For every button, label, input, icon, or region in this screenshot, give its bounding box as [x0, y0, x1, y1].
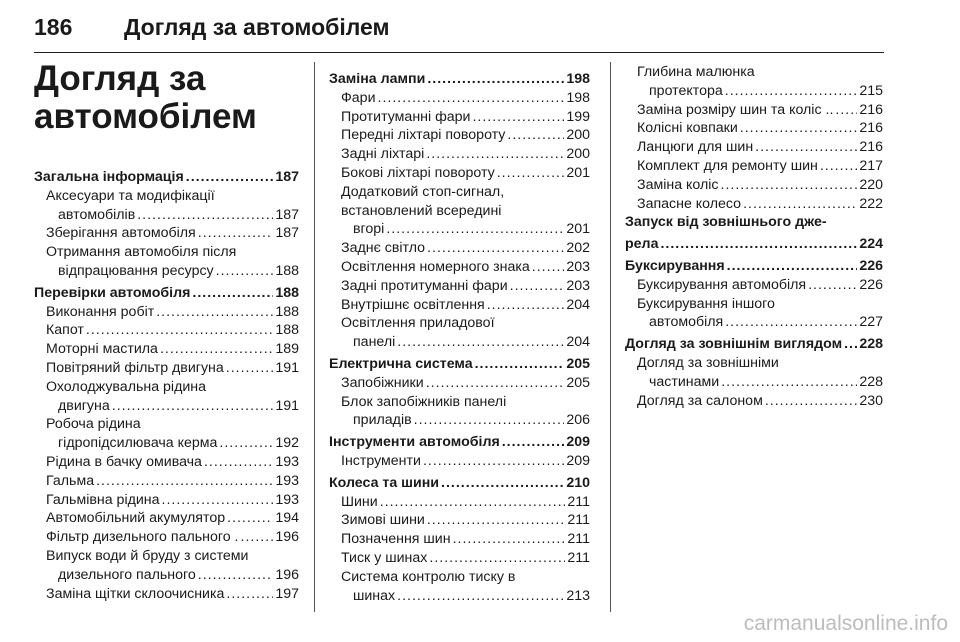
toc-page-number: 187 [275, 169, 299, 185]
toc-entry-label: Колісні ковпаки [637, 120, 738, 137]
toc-page-number: 209 [566, 452, 590, 469]
toc-entry[interactable] [34, 453, 299, 472]
toc-entry[interactable] [329, 164, 590, 183]
toc-entry[interactable] [625, 119, 883, 138]
toc-entry[interactable] [34, 528, 299, 547]
toc-page-number: 188 [275, 262, 299, 279]
header-title: Догляд за автомобілем [124, 14, 390, 40]
toc-leader-dots [162, 491, 274, 510]
toc-entry-label: дизельного пального [58, 566, 196, 583]
toc-leader-dots [198, 566, 274, 585]
toc-entry[interactable] [34, 321, 299, 340]
toc-entry-label: Заміна розміру шин та коліс .. [637, 101, 834, 118]
toc-page-number: 191 [275, 397, 299, 414]
toc-leader-dots [160, 340, 273, 359]
toc-entry[interactable] [34, 303, 299, 322]
toc-page-number: 189 [275, 341, 299, 358]
toc-entry-text: Випуск води й бруду з системи [46, 547, 249, 564]
toc-entry[interactable] [329, 126, 590, 145]
toc-entry-label: Догляд за салоном [637, 392, 763, 409]
toc-leader-dots [510, 277, 565, 296]
toc-section-entry[interactable] [329, 474, 590, 493]
toc-leader-dots [507, 126, 564, 145]
toc-entry-label: автомобілів [58, 206, 136, 223]
toc-entry[interactable] [329, 296, 590, 315]
toc-entry-label: Заміна лампи [329, 71, 426, 87]
toc-entry[interactable] [34, 262, 299, 281]
toc-entry[interactable] [329, 220, 590, 239]
toc-leader-dots [725, 82, 858, 101]
toc-entry-label: Задні ліхтарі [341, 146, 425, 163]
toc-page-number: 211 [567, 493, 590, 510]
toc-entry[interactable] [329, 530, 590, 549]
toc-page-number: 191 [275, 359, 299, 376]
toc-entry-text: Запуск від зовнішнього дже- [625, 214, 827, 231]
toc-entry[interactable] [625, 195, 883, 214]
toc-entry-label: Догляд за зовнішнім виглядом [625, 336, 843, 353]
toc-entry-text: Буксирування іншого [637, 295, 775, 312]
toc-page-number: 198 [566, 89, 590, 106]
toc-entry[interactable] [625, 138, 883, 157]
toc-entry[interactable] [34, 472, 299, 491]
toc-page-number: 217 [859, 157, 883, 174]
toc-leader-dots [660, 235, 857, 254]
toc-section-entry[interactable] [329, 70, 590, 89]
toc-entry[interactable] [625, 276, 883, 295]
toc-page-number: 200 [566, 146, 590, 163]
toc-page-number: 205 [566, 374, 590, 391]
toc-page-number: 204 [566, 334, 590, 351]
toc-entry-label: Ланцюги для шин [637, 139, 754, 156]
toc-entry-label: Зимові шини [341, 512, 425, 529]
toc-leader-dots [427, 70, 564, 89]
toc-entry[interactable] [329, 411, 590, 430]
toc-leader-dots [487, 296, 565, 315]
toc-entry-label: Капот [46, 322, 84, 339]
toc-page-number: 210 [566, 474, 590, 491]
toc-page-number: 193 [275, 491, 299, 508]
toc-page-number: 202 [566, 240, 590, 257]
toc-page-number: 228 [859, 336, 883, 353]
toc-leader-dots [137, 206, 273, 225]
toc-page-number: 203 [566, 277, 590, 294]
toc-entry-text: Охолоджувальна рідина [46, 378, 207, 395]
toc-leader-dots [226, 585, 273, 604]
toc-entry-label: Автомобільний акумулятор [46, 510, 226, 527]
toc-page-number: 222 [859, 195, 883, 212]
toc-entry-label: Повітряний фільтр двигуна [46, 359, 224, 376]
header-rule [34, 52, 884, 53]
toc-entry-text: Блок запобіжників панелі [341, 393, 507, 410]
toc-leader-dots [186, 168, 274, 187]
toc-page-number: 193 [275, 472, 299, 489]
toc-entry-label: Задні протитуманні фари [341, 277, 508, 294]
toc-entry[interactable] [34, 566, 299, 585]
toc-leader-dots [502, 433, 565, 452]
toc-entry[interactable] [625, 392, 883, 411]
toc-entry-label: частинами [649, 373, 720, 390]
toc-leader-dots [426, 374, 565, 393]
toc-entry-label: Позначення шин [341, 531, 451, 548]
toc-entry-label: протектора [649, 82, 723, 99]
toc-entry-label: Гальма [46, 472, 95, 489]
toc-entry-label: Заміна коліс [637, 176, 719, 193]
toc-entry[interactable] [34, 509, 299, 528]
toc-entry[interactable] [625, 157, 883, 176]
toc-leader-dots [429, 549, 565, 568]
toc-page-number: 224 [859, 236, 883, 253]
toc-entry[interactable] [329, 89, 590, 108]
toc-entry-label: вгорі [353, 221, 385, 238]
toc-section-entry[interactable] [625, 235, 883, 254]
toc-leader-dots [397, 333, 564, 352]
toc-leader-dots [156, 303, 273, 322]
toc-entry[interactable] [625, 176, 883, 195]
toc-leader-dots [397, 587, 564, 606]
toc-leader-dots [378, 89, 565, 108]
toc-entry-text: Отримання автомобіля після [46, 244, 237, 261]
toc-entry-label: Буксирування [625, 257, 725, 274]
toc-page-number: 201 [566, 221, 590, 238]
toc-entry[interactable] [329, 511, 590, 530]
toc-section-entry[interactable] [625, 335, 883, 354]
toc-entry[interactable] [34, 585, 299, 604]
toc-entry-text: встановлений всередині [341, 202, 502, 219]
toc-leader-dots [86, 321, 273, 340]
toc-entry-label: Освітлення номерного знака [341, 258, 530, 275]
toc-leader-dots [219, 434, 273, 453]
watermark: carmanualsonline.info [743, 612, 948, 635]
toc-entry-label: Комплект для ремонту шин [637, 157, 818, 174]
toc-section-entry[interactable] [329, 433, 590, 452]
toc-page-number: 216 [859, 120, 883, 137]
toc-entry[interactable] [329, 258, 590, 277]
toc-entry-label: шинах [353, 587, 396, 604]
toc-leader-dots [380, 493, 566, 512]
toc-entry[interactable] [329, 587, 590, 606]
toc-entry-label: Бокові ліхтарі повороту [341, 164, 495, 181]
toc-entry[interactable] [625, 373, 883, 392]
toc-entry-label: Виконання робіт [46, 303, 155, 320]
toc-page-number: 198 [566, 71, 590, 87]
toc-entry-text: Глибина малюнка [637, 64, 755, 80]
toc-page-number: 188 [275, 284, 299, 301]
toc-page-number: 188 [275, 303, 299, 320]
toc-entry-label: Тиск у шинах [341, 549, 428, 566]
column-divider-1 [314, 62, 315, 612]
toc-entry-label: Інструменти [341, 452, 421, 469]
toc-leader-dots [453, 530, 566, 549]
toc-leader-dots [386, 220, 564, 239]
toc-entry-label: Колеса та шини [329, 474, 440, 491]
toc-entry-label: Протитуманні фари [341, 108, 471, 125]
toc-entry-label: Буксирування автомобіля [637, 276, 807, 293]
toc-leader-dots [743, 195, 857, 214]
toc-leader-dots [216, 262, 274, 281]
toc-entry[interactable] [329, 374, 590, 393]
page-title-line-1: Догляд за [34, 59, 206, 98]
toc-leader-dots [820, 157, 857, 176]
toc-section-entry[interactable] [34, 168, 299, 187]
toc-entry-text: Додатковий стоп-сигнал, [341, 183, 505, 200]
toc-page-number: 192 [275, 435, 299, 452]
toc-entry-label: Шини [341, 493, 378, 510]
toc-section-entry[interactable] [329, 355, 590, 374]
toc-column-1 [34, 168, 299, 603]
toc-page-number: 205 [566, 355, 590, 372]
toc-leader-dots [721, 373, 857, 392]
toc-entry-label: Моторні мастила [46, 341, 158, 358]
toc-entry[interactable] [34, 434, 299, 453]
toc-entry-label: Фари [341, 89, 376, 106]
toc-entry[interactable] [329, 108, 590, 127]
toc-entry[interactable] [34, 397, 299, 416]
toc-entry-label: Заднє світло [341, 240, 426, 257]
toc-entry-label: рела [625, 236, 659, 253]
toc-entry-label: відпрацювання ресурсу [58, 262, 214, 279]
toc-entry-label: Запобіжники [341, 374, 424, 391]
toc-leader-dots [226, 359, 274, 378]
toc-page-number: 215 [859, 82, 883, 99]
toc-page-number: 196 [275, 529, 299, 546]
toc-entry-label: Фільтр дизельного пального . [46, 529, 239, 546]
toc-entry-text: Догляд за зовнішніми [637, 354, 779, 371]
toc-leader-dots [192, 284, 273, 303]
toc-page-number: 220 [859, 176, 883, 193]
toc-page-number: 228 [859, 373, 883, 390]
toc-page-number: 227 [859, 314, 883, 331]
toc-leader-dots [204, 453, 273, 472]
page-title [34, 60, 304, 136]
toc-page-number: 226 [859, 276, 883, 293]
toc-page-number: 193 [275, 453, 299, 470]
toc-entry-label: Гальмівна рідина [46, 491, 160, 508]
toc-leader-dots [725, 313, 857, 332]
toc-entry[interactable] [329, 145, 590, 164]
toc-leader-dots [227, 509, 273, 528]
toc-entry[interactable] [625, 101, 883, 120]
toc-page-number: 216 [859, 101, 883, 118]
toc-entry-label: гідропідсилювача керма [58, 435, 218, 452]
toc-entry-label: приладів [353, 412, 412, 429]
toc-page-number: 187 [275, 206, 299, 223]
page-title-line-2: автомобілем [34, 97, 257, 136]
toc-page-number: 216 [859, 139, 883, 156]
toc-entry[interactable] [34, 491, 299, 510]
toc-leader-dots [765, 392, 857, 411]
toc-entry[interactable] [329, 452, 590, 471]
toc-entry[interactable] [625, 313, 883, 332]
toc-page-number: 211 [567, 549, 590, 566]
toc-leader-dots [198, 224, 274, 243]
toc-entry[interactable] [34, 359, 299, 378]
toc-page-number: 213 [566, 587, 590, 604]
toc-entry-label: Електрична система [329, 355, 473, 372]
toc-leader-dots [532, 258, 565, 277]
toc-page-number: 230 [859, 392, 883, 409]
toc-entry-label: Передні ліхтарі повороту [341, 127, 506, 144]
toc-leader-dots [96, 472, 273, 491]
toc-page-number: 206 [566, 412, 590, 429]
toc-page-number: 203 [566, 258, 590, 275]
toc-leader-dots [475, 355, 565, 374]
toc-entry-label: Запасне колесо [637, 195, 742, 212]
toc-entry-label: Внутрішнє освітлення [341, 296, 485, 313]
toc-leader-dots [441, 474, 564, 493]
toc-entry[interactable] [34, 224, 299, 243]
toc-entry-label: Заміна щітки склоочисника [46, 585, 225, 602]
toc-leader-dots [241, 528, 274, 547]
toc-entry-label: панелі [353, 334, 396, 351]
toc-page-number: 199 [566, 108, 590, 125]
toc-entry-label: Інструменти автомобіля [329, 434, 500, 451]
toc-leader-dots [808, 276, 857, 295]
toc-leader-dots [472, 108, 564, 127]
toc-entry-label: Зберігання автомобіля [46, 225, 196, 242]
toc-section-entry[interactable] [34, 284, 299, 303]
toc-entry-text: Аксесуари та модифікації [46, 187, 215, 204]
toc-section-entry[interactable] [625, 257, 883, 276]
toc-entry[interactable] [329, 333, 590, 352]
toc-entry-label: Перевірки автомобіля [34, 284, 191, 301]
toc-entry[interactable] [329, 277, 590, 296]
toc-leader-dots [414, 411, 565, 430]
toc-entry-text: Система контролю тиску в [341, 568, 516, 585]
toc-entry[interactable] [329, 549, 590, 568]
page-number: 186 [34, 14, 73, 40]
toc-page-number: 194 [275, 510, 299, 527]
toc-entry[interactable] [329, 493, 590, 512]
toc-column-3 [625, 63, 883, 410]
toc-leader-dots [727, 257, 858, 276]
toc-page-number: 209 [566, 434, 590, 451]
toc-page-number: 197 [275, 585, 299, 602]
toc-entry[interactable] [34, 340, 299, 359]
toc-entry-label: автомобіля [649, 314, 724, 331]
toc-entry[interactable] [329, 239, 590, 258]
toc-leader-dots [426, 145, 564, 164]
toc-page-number: 201 [566, 164, 590, 181]
toc-page-number: 200 [566, 127, 590, 144]
toc-entry-text: Робоча рідина [46, 416, 141, 433]
toc-page-number: 211 [567, 531, 590, 548]
toc-leader-dots [423, 452, 564, 471]
toc-page-number: 226 [859, 257, 883, 274]
toc-leader-dots [755, 138, 857, 157]
toc-leader-dots [427, 239, 564, 258]
toc-page-number: 204 [566, 296, 590, 313]
toc-leader-dots [844, 335, 857, 354]
page-header [34, 14, 884, 48]
column-divider-2 [610, 62, 611, 612]
toc-page-number: 211 [567, 512, 590, 529]
toc-leader-dots [112, 397, 274, 416]
toc-entry-label: двигуна [58, 397, 110, 414]
toc-entry[interactable] [34, 206, 299, 225]
toc-leader-dots [497, 164, 565, 183]
toc-page-number: 187 [275, 225, 299, 242]
toc-entry[interactable] [625, 82, 883, 101]
toc-entry-text: Освітлення приладової [341, 315, 495, 332]
toc-leader-dots [835, 101, 857, 120]
toc-page-number: 196 [275, 566, 299, 583]
toc-entry-label: Рідина в бачку омивача [46, 453, 202, 470]
toc-page-number: 188 [275, 322, 299, 339]
toc-column-2 [329, 70, 590, 605]
toc-leader-dots [740, 119, 858, 138]
toc-leader-dots [427, 511, 566, 530]
toc-entry-label: Загальна інформація [34, 169, 184, 185]
toc-leader-dots [721, 176, 858, 195]
